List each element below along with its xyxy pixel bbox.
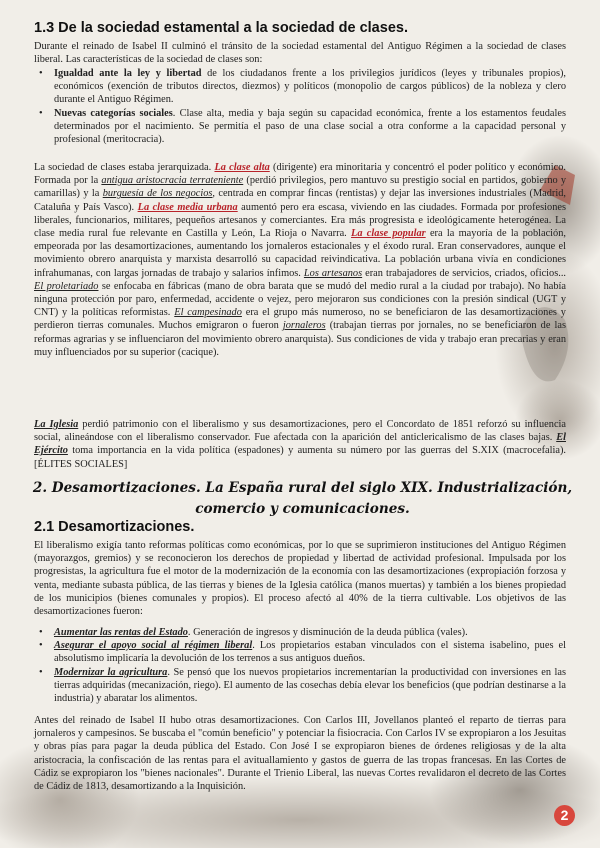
text-segment: se enfocaba en fábricas (mano de obra barata que se mudó del medio rural a la ciudad por trabajo). No había ninguna protección por paro, enfermedad, accidente o vejez, pero mejoraron sus condiciones con la presión sindical (UGT y CNT) y la políticas reformistas.: [34, 280, 566, 319]
term-clase-popular: La clase popular: [351, 228, 426, 240]
paragraph-iglesia-ejercito: [34, 418, 566, 471]
term-clase-media: La clase media urbana: [137, 201, 238, 213]
section-2-heading-line2: comercio y comunicaciones.: [195, 501, 410, 517]
term-clase-alta: La clase alta: [214, 162, 270, 173]
text-segment: era el grupo más numeroso, no se beneficiaron de las desamortizaciones y perdieron tierras comunales. Muchos emigraron o fueron: [34, 307, 566, 332]
text-segment: (perdió privilegios, pero mantuvo su prestigio social en partidos, gobierno y camarillas) y la: [34, 175, 567, 200]
list-item-categorias: [34, 107, 566, 147]
text-segment: (trabajan tierras por jornales, no se beneficiaron de las reformas agrarias y se influenciaron del movimiento obrero anarquista). Sus condiciones de vida y trabajo eran precarias y eran muy influenciados por su superior (cacique).: [34, 320, 566, 358]
text-apoyo: . Los propietarios estaban vinculados con el sistema isabelino, pues el absolutismo implicaría la devolución de los terrenos a sus antiguos dueños.: [54, 640, 566, 665]
term-aristocracia: antigua aristocracia terrateniente: [101, 175, 244, 187]
text-segment: eran trabajadores de servicios, criados, oficios...: [362, 267, 567, 279]
text-segment: La sociedad de clases estaba jerarquizada.: [34, 162, 215, 173]
text-segment: toma importancia en la vida política (espadones) y aumenta su número por las guerras del S.XIX (macrocefalia). [ÉLITES SOCIALES]: [34, 445, 566, 470]
section-1-3-intro: Durante el reinado de Isabel II culminó el tránsito de la sociedad estamental del Antiguo Régimen a la sociedad de clases liberal. Las características de la sociedad de clases son:: [34, 41, 566, 66]
term-jornaleros: jornaleros: [282, 320, 326, 332]
term-rentas: Aumentar las rentas del Estado: [54, 627, 188, 638]
term-apoyo: Asegurar el apoyo social al régimen liberal: [54, 640, 253, 652]
term-campesinado: El campesinado: [174, 307, 242, 319]
text-modernizar: . Se pensó que los nuevos propietarios incrementarían la productividad con inversiones en las tierras adquiridas (mecanización, riego). El aumento de las cosechas debía elevar los beneficios (que podrían destinarse a la industria) y abaratar los alimentos.: [54, 666, 566, 705]
page-number-badge: 2: [554, 805, 575, 826]
term-iglesia: La Iglesia: [34, 419, 79, 430]
characteristics-list: [34, 67, 566, 146]
list-item-igualdad: [34, 67, 566, 107]
text-segment: , centrada en comprar fincas (rentistas) y dejar las inversiones industriales (Madrid, Cataluña y País Vasco).: [34, 188, 567, 213]
text-segment: era la mayoría de la población, empeorada por las desamortizaciones, aumentando los jornaleros estacionales y el éxodo rural. Eran conservadores, aunque el movimiento obrero anarquista y marxista desarrolló su capacidad reivindicativa. La población urbana vivía en condiciones infrahumanas, con largas jornadas de trabajo y salarios ínfimos.: [34, 228, 566, 279]
term-categorias: Nuevas categorías sociales: [54, 107, 173, 119]
list-item-apoyo: [34, 639, 566, 665]
list-item-modernizar: [34, 666, 566, 706]
section-2-heading: [30, 478, 575, 520]
term-ejercito: El Ejército: [34, 432, 566, 457]
objectives-list: [34, 626, 566, 705]
paragraph-liberalismo: El liberalismo exigía tanto reformas políticas como económicas, por lo que se suprimieron instituciones del Antiguo Régimen (mayorazgos, gremios) y se reconocieron los derechos de propiedad y libertad de actividad profesional. Impulsada por los progresistas, la agricultura fue el motor de la modernización de la economía con las desamortizaciones (expropiación forzosa y venta, mediante subasta pública, de las tierras y bienes de la Iglesia católica (manos muertas) y también a los bienes propiedad de los municipios (bienes comunales y propios). El proceso afectó al 40% de la tierra cultivable. Los objetivos de las desamortizaciones fueron:: [34, 540, 566, 618]
section-2-heading-line1: 2. Desamortizaciones. La España rural del siglo XIX. Industrialización,: [32, 480, 573, 496]
text-rentas: . Generación de ingresos y disminución de la deuda pública (vales).: [187, 627, 468, 638]
term-modernizar: Modernizar la agricultura: [54, 666, 168, 678]
text-igualdad: de los ciudadanos frente a los privilegios jurídicos (leyes y tribunales propios), económicos (exención de tributos directos, diezmos) y políticos (monopolio de cargos públicos) de la nobleza y clero durante el Antiguo Régimen.: [54, 68, 567, 106]
term-igualdad: Igualdad ante la ley y libertad: [54, 68, 202, 79]
term-artesanos: Los artesanos: [303, 267, 363, 279]
term-proletariado: El proletariado: [34, 280, 99, 292]
text-segment: perdió patrimonio con el liberalismo y sus desamortizaciones, pero el Concordato de 1851 reforzó su influencia social, alineándose con el liberalismo conservador. Fue afectada con la aparición del anticlericalismo de las clases bajas.: [34, 419, 566, 444]
paragraph-clases-sociales: [34, 161, 566, 359]
section-2-1-heading: 2.1 Desamortizaciones.: [34, 519, 195, 535]
term-burguesia: burguesía de los negocios: [102, 188, 213, 200]
section-1-3-heading: 1.3 De la sociedad estamental a la sociedad de clases.: [34, 20, 408, 36]
list-item-rentas: [34, 626, 566, 639]
text-segment: aumentó pero era escasa, viviendo en las ciudades. Formada por profesiones liberales, funcionarios, militares, pequeños artesanos y comerciantes. Era más progresista e ideológicamente heterogénea. La clase media rural fue relevante en Castilla y León, La Rioja o Navarra.: [34, 201, 566, 240]
text-categorias: . Clase alta, media y baja según su capacidad económica, frente a los estamentos feudales determinados por el nacimiento. Se permitía el paso de una clase social a otra conforme a la capacidad personal y profesional (meritocracia).: [54, 107, 567, 146]
text-segment: (dirigente) era minoritaria y concentró el poder político y económico. Formada por la: [34, 162, 566, 187]
paragraph-desamortizaciones-previas: Antes del reinado de Isabel II hubo otras desamortizaciones. Con Carlos III, Jovellanos planteó el reparto de tierras para jornaleros y campesinos. Se buscaba el "común beneficio" y potenciar la fisiocracia. Con Carlos IV se expropiaron a los Jesuitas y obras pías para pagar la deuda pública del Estado. Con José I se expropiaron bienes de órdenes religiosas y de la alta aristocracia, la confiscación de las rentas para el avituallamiento y gastos de guerra de las tropas francesas. En las Cortes de Cádiz se expropiaron los "bienes nacionales". Durante el Trienio Liberal, las nuevas Cortes revalidaron el decreto de las Cortes de Cádiz de 1813, desamortizando a la Inquisición.: [34, 715, 566, 793]
